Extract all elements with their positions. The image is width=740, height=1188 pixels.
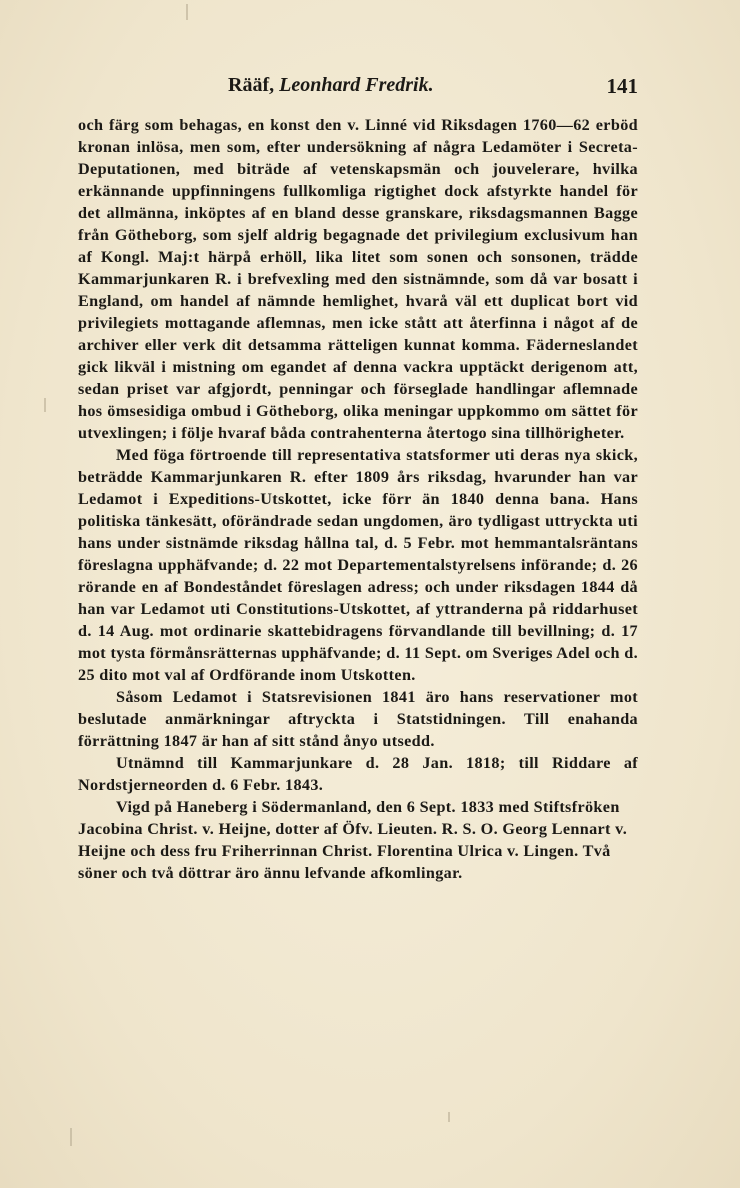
- page-number: 141: [606, 74, 638, 98]
- margin-mark: [448, 1112, 450, 1122]
- margin-mark: [70, 1128, 72, 1146]
- header-name: Rääf, Leonhard Fredrik.: [228, 74, 434, 96]
- margin-mark: [186, 4, 188, 20]
- paragraph-5: Vigd på Haneberg i Södermanland, den 6 Sept. 1833 med Stiftsfröken Jacobina Christ. v. Heijne, dotter af Öfv. Lieuten. R. S. O. Georg Lennart v. Heijne och dess fru Friherrinnan Christ. Florentina Ulrica v. Lingen. Två söner och två döttrar äro ännu lefvande afkomlingar.: [78, 798, 628, 882]
- running-header: [78, 74, 638, 102]
- margin-mark: [44, 398, 46, 412]
- body-text: [78, 114, 638, 884]
- paragraph-2: Med föga förtroende till representativa statsformer uti deras nya skick, beträdde Kammarjunkaren R. efter 1809 års riksdag, hvarunder han var Ledamot i Expeditions-Utskottet, icke förr än 1840 denna bana. Hans politiska tänkesätt, oförändrade sedan ungdomen, äro tydligast uttryckta uti hans under sistnämde riksdag hållna tal, d. 5 Febr. mot hemmantalsräntans föreslagna upphäfvande; d. 22 mot Departementalstyrelsens införande; d. 26 rörande en af Bondeståndet föreslagen adress; och under riksdagen 1844 då han var Ledamot uti Constitutions-Utskottet, af yttranderna på riddarhuset d. 14 Aug. mot ordinarie skattebidragens förvandlande till bevillning; d. 17 mot tysta förmånsrätternas upphäfvande; d. 11 Sept. om Sveriges Adel och d. 25 dito mot val af Ordförande inom Utskotten.: [78, 446, 638, 684]
- paragraph-3: Såsom Ledamot i Statsrevisionen 1841 äro hans reservationer mot beslutade anmärkningar aftryckta i Statstidningen. Till enahanda förrättning 1847 är han af sitt stånd ånyo utsedd.: [78, 688, 638, 750]
- paragraph-1: och färg som behagas, en konst den v. Linné vid Riksdagen 1760—62 erböd kronan inlösa, men som, efter undersökning af några Ledamöter i Secreta-Deputationen, med biträde af vetenskapsmän och jouvelerare, hvilka erkännande uppfinningens fullkomliga rigtighet dock afstyrkte handel för det allmänna, inköptes af en bland desse granskare, riksdagsmannen Bagge från Götheborg, som sjelf aldrig begagnade det privilegium exclusivum han af Kongl. Maj:t härpå erhöll, lika litet som sonen och sonsonen, trädde Kammarjunkaren R. i brefvexling med den sistnämnde, som då var bosatt i England, om handel af nämnde hemlighet, hvarå väl ett duplicat bort vid privilegiets mottagande aflemnas, men icke stått att återfinna i något af de archiver eller verk dit detsamma rätteligen kunnat komma. Fäderneslandet gick likväl i mistning om egandet af denna vackra upptäckt derigenom att, sedan priset var afgjordt, penningar och förseglade handlingar aflemnade hos ömsesidiga ombud i Götheborg, olika meningar uppkommo om sättet för utvexlingen; i följe hvaraf båda contrahenterna återtogo sina tillhörigheter.: [78, 116, 638, 442]
- paragraph-4: Utnämnd till Kammarjunkare d. 28 Jan. 1818; till Riddare af Nordstjerneorden d. 6 Febr. 1843.: [78, 754, 638, 794]
